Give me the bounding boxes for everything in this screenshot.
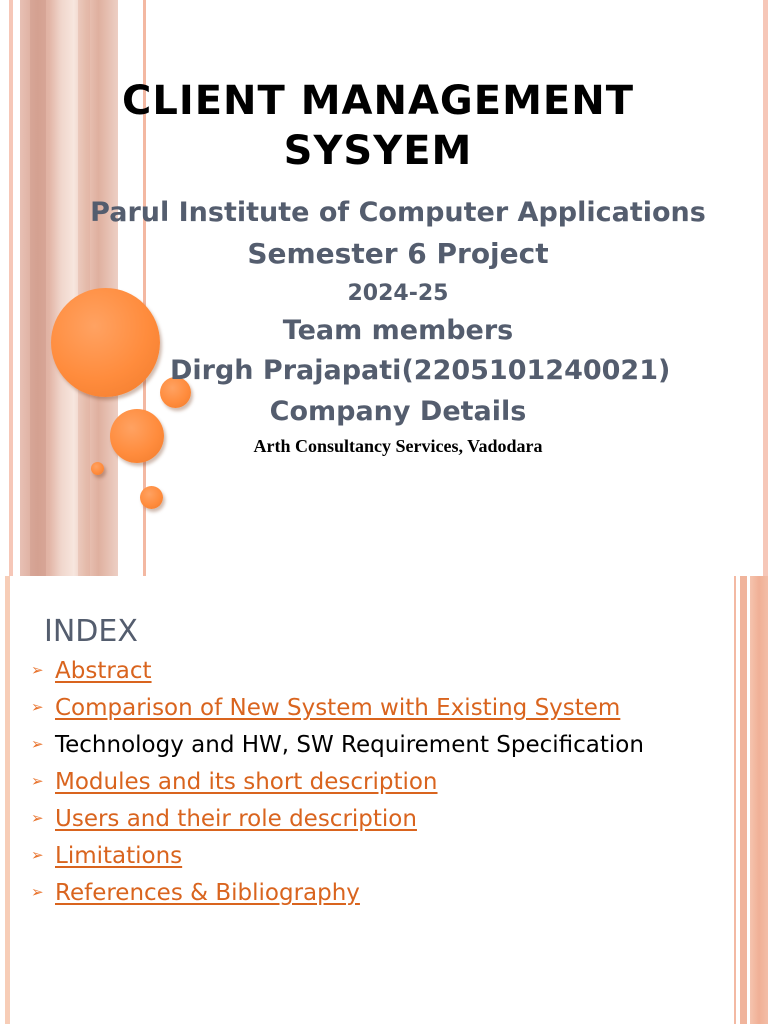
company-details-heading: Company Details: [269, 396, 527, 427]
arrow-bullet-icon: ➢: [31, 809, 44, 827]
team-members-heading: Team members: [282, 315, 514, 346]
decorative-stripe: [740, 576, 747, 1024]
index-item[interactable]: [0, 843, 730, 880]
index-link-users[interactable]: Users and their role description: [55, 806, 417, 832]
index-item[interactable]: [0, 806, 730, 843]
slide-title-line2: SYSYEM: [283, 128, 473, 174]
index-slide: [0, 576, 768, 1024]
slide-title-line1: CLIENT MANAGEMENT: [122, 78, 634, 124]
arrow-bullet-icon: ➢: [31, 772, 44, 790]
decorative-circle-tiny: [91, 462, 104, 475]
index-item[interactable]: [0, 769, 730, 806]
index-item[interactable]: [0, 880, 730, 917]
decorative-stripe: [9, 0, 13, 576]
arrow-bullet-icon: ➢: [31, 883, 44, 901]
decorative-stripe-band: [750, 576, 768, 1024]
decorative-circle-small: [140, 486, 163, 509]
index-link-references[interactable]: References & Bibliography: [55, 880, 360, 906]
decorative-stripe: [30, 0, 46, 576]
arrow-bullet-icon: ➢: [31, 698, 44, 716]
index-item[interactable]: [0, 658, 730, 695]
institute-name: Parul Institute of Computer Applications: [90, 197, 706, 228]
arrow-bullet-icon: ➢: [31, 846, 44, 864]
index-link-limitations[interactable]: Limitations: [55, 843, 183, 869]
index-heading: INDEX: [44, 614, 138, 649]
arrow-bullet-icon: ➢: [31, 735, 44, 753]
index-item[interactable]: [0, 695, 730, 732]
index-link-abstract[interactable]: Abstract: [55, 658, 152, 684]
index-item: [0, 732, 730, 769]
decorative-stripe: [734, 576, 736, 1024]
team-member: Dirgh Prajapati(2205101240021): [170, 355, 671, 386]
index-link-comparison[interactable]: Comparison of New System with Existing System: [55, 695, 621, 721]
arrow-bullet-icon: ➢: [31, 661, 44, 679]
semester-label: Semester 6 Project: [247, 237, 549, 270]
company-name: Arth Consultancy Services, Vadodara: [253, 436, 543, 456]
index-text-technology: Technology and HW, SW Requirement Specification: [55, 732, 644, 758]
index-link-modules[interactable]: Modules and its short description: [55, 769, 438, 795]
decorative-stripe: [763, 0, 768, 576]
academic-year: 2024-25: [347, 281, 449, 306]
